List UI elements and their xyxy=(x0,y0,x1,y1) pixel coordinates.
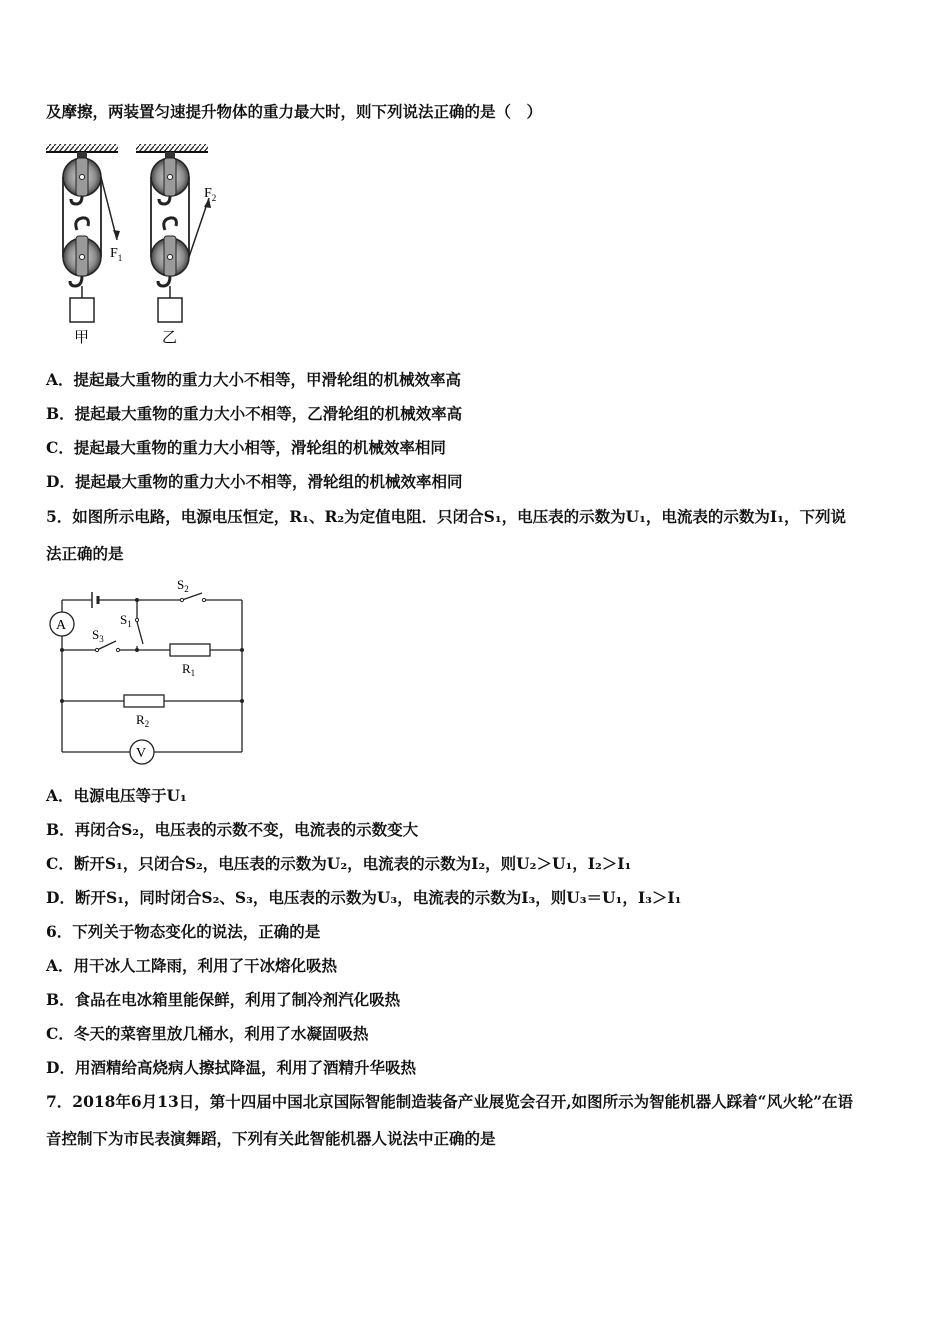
q4-option-c: C．提起最大重物的重力大小相等，滑轮组的机械效率相同 xyxy=(46,438,446,457)
q5-stem-line1: 5．如图所示电路，电源电压恒定，R₁、R₂为定值电阻．只闭合S₁，电压表的示数为U₁，电流表的示数为I₁，下列说 xyxy=(46,507,846,526)
q7-stem-line1: 7．2018年6月13日，第十四届中国北京国际智能制造装备产业展览会召开,如图所示为智能机器人踩着“风火轮”在语 xyxy=(46,1092,854,1111)
q7-stem-line2: 音控制下为市民表演舞蹈，下列有关此智能机器人说法中正确的是 xyxy=(46,1129,496,1148)
q5-option-d: D．断开S₁，同时闭合S₂、S₃，电压表的示数为U₃，电流表的示数为I₃，则U₃＝U₁，I₃＞I₁ xyxy=(46,888,682,907)
force-label-f1: $F_1$ xyxy=(110,246,123,263)
q6-option-a: A．用干冰人工降雨，利用了干冰熔化吸热 xyxy=(46,956,338,975)
label-jia: 甲 xyxy=(74,330,90,346)
q6-stem: 6．下列关于物态变化的说法，正确的是 xyxy=(46,922,321,941)
q4-option-b: B．提起最大重物的重力大小不相等，乙滑轮组的机械效率高 xyxy=(46,404,463,423)
force-label-f2: $F_2$ xyxy=(204,186,217,203)
s2-label: $S_2$ xyxy=(177,577,189,594)
r1-label: $R_1$ xyxy=(182,661,196,678)
q6-option-c: C．冬天的菜窖里放几桶水，利用了水凝固吸热 xyxy=(46,1024,369,1043)
r2-label: $R_2$ xyxy=(136,712,150,729)
s3-label: $S_3$ xyxy=(92,627,104,644)
q5-option-b: B．再闭合S₂，电压表的示数不变，电流表的示数变大 xyxy=(46,820,419,839)
ammeter-label: A xyxy=(56,618,67,633)
q6-option-d: D．用酒精给高烧病人擦拭降温，利用了酒精升华吸热 xyxy=(46,1058,416,1077)
q4-option-a: A．提起最大重物的重力大小不相等，甲滑轮组的机械效率高 xyxy=(46,370,462,389)
q4-option-d: D．提起最大重物的重力大小不相等，滑轮组的机械效率相同 xyxy=(46,472,463,491)
pulley-right xyxy=(136,144,216,346)
q5-stem-line2: 法正确的是 xyxy=(46,544,124,563)
circuit-figure xyxy=(42,576,252,772)
s1-label: $S_1$ xyxy=(120,612,132,629)
pulley-figure xyxy=(44,140,234,350)
label-yi: 乙 xyxy=(162,330,178,346)
circuit-diagram xyxy=(42,576,252,772)
q5-option-a: A．电源电压等于U₁ xyxy=(46,786,187,805)
pulley-diagram xyxy=(44,140,234,350)
q5-option-c: C．断开S₁，只闭合S₂，电压表的示数为U₂，电流表的示数为I₂，则U₂＞U₁，I₂＞I₁ xyxy=(46,854,632,873)
pulley-left xyxy=(46,144,122,346)
voltmeter-label: V xyxy=(136,746,147,761)
q6-option-b: B．食品在电冰箱里能保鲜，利用了制冷剂汽化吸热 xyxy=(46,990,401,1009)
question-continuation: 及摩擦，两装置匀速提升物体的重力最大时，则下列说法正确的是（ ） xyxy=(46,102,543,121)
